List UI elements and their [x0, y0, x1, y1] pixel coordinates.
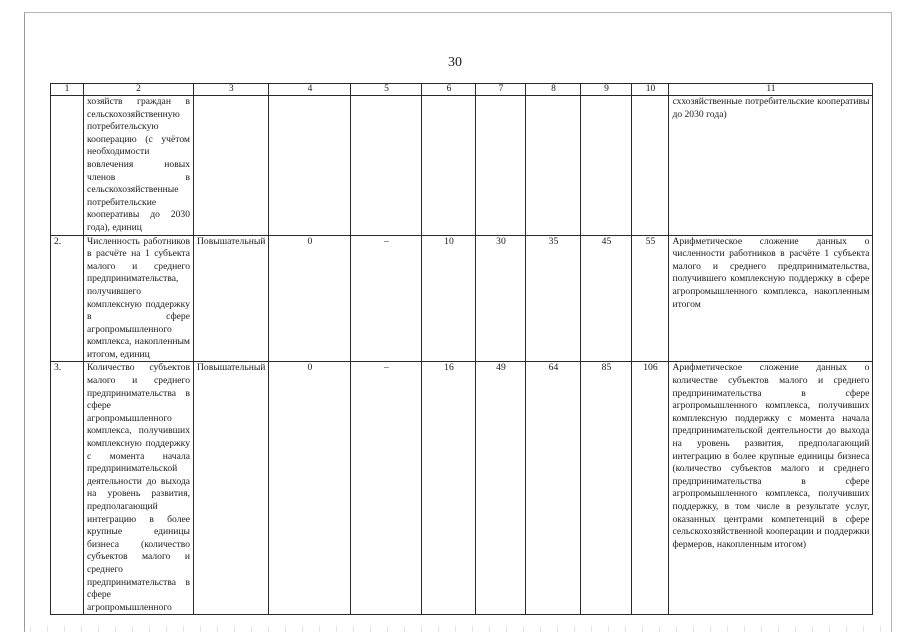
column-number: 6	[422, 84, 476, 96]
indicator-name: Численность работников в расчёте на 1 субъекта малого и среднего предпринимательства, получившего комплексную поддержку в сфере агропромышленного комплекса, накопленным итогом, единиц	[84, 235, 194, 362]
row-number	[51, 96, 84, 236]
value-col5: –	[351, 362, 422, 615]
value-col10	[632, 96, 669, 236]
table-row	[51, 362, 873, 615]
value-col9: 45	[581, 235, 632, 362]
value-col7	[476, 96, 526, 236]
value-col5: –	[351, 235, 422, 362]
value-col10: 55	[632, 235, 669, 362]
column-number-row	[51, 84, 873, 96]
value-col4	[269, 96, 351, 236]
value-col7: 30	[476, 235, 526, 362]
calculation-method: Арифметическое сложение данных о численности работников в расчёте 1 субъекта малого и среднего предпринимательства, получившего комплексную поддержку в сфере агропромышленного комплекса, накопленным итогом	[669, 235, 873, 362]
value-col6	[422, 96, 476, 236]
table-row	[51, 235, 873, 362]
column-number: 4	[269, 84, 351, 96]
table-row	[51, 96, 873, 236]
column-number: 8	[526, 84, 581, 96]
indicator-name: Количество субъектов малого и среднего предпринимательства в сфере агропромышленного комплекса, получивших комплексную поддержку с момента начала предпринимательской деятельности до выхода на уровень развития, предполагающий интеграцию в более крупные единицы бизнеса (количество субъектов малого и среднего предпринимательства в сфере агропромышленного	[84, 362, 194, 615]
value-col4: 0	[269, 362, 351, 615]
column-number: 7	[476, 84, 526, 96]
value-col8: 64	[526, 362, 581, 615]
value-col6: 10	[422, 235, 476, 362]
row-number: 2.	[51, 235, 84, 362]
column-number: 9	[581, 84, 632, 96]
page-number: 30	[448, 55, 462, 70]
indicators-table	[50, 83, 873, 615]
indicator-name: хозяйств граждан в сельскохозяйственную потребительскую кооперацию (с учётом необходимости вовлечения новых членов в сельскохозяйственные потребительские кооперативы до 2030 года), единиц	[84, 96, 194, 236]
column-number: 5	[351, 84, 422, 96]
value-col9: 85	[581, 362, 632, 615]
value-col7: 49	[476, 362, 526, 615]
calculation-method: Арифметическое сложение данных о количестве субъектов малого и среднего предпринимательства в сфере агропромышленного комплекса, получивших комплексную поддержку с момента начала предпринимательской деятельности до выхода на уровень развития, предполагающий интеграцию в более крупные единицы бизнеса (количество субъектов малого и среднего предпринимательства в сфере агропромышленного комплекса, получивших поддержку, в том числе в результате услуг, оказанных центрами компетенций в сфере сельскохозяйственной кооперации и поддержки фермеров, накопленным итогом)	[669, 362, 873, 615]
indicator-type	[194, 96, 269, 236]
column-number: 2	[84, 84, 194, 96]
value-col10: 106	[632, 362, 669, 615]
indicator-type: Повышательный	[194, 362, 269, 615]
value-col5	[351, 96, 422, 236]
value-col8: 35	[526, 235, 581, 362]
calculation-method: сххозяйственные потребительские кооперативы до 2030 года)	[669, 96, 873, 236]
value-col8	[526, 96, 581, 236]
column-number: 11	[669, 84, 873, 96]
value-col9	[581, 96, 632, 236]
row-number: 3.	[51, 362, 84, 615]
column-number: 3	[194, 84, 269, 96]
column-number: 10	[632, 84, 669, 96]
value-col4: 0	[269, 235, 351, 362]
column-number: 1	[51, 84, 84, 96]
scan-artifact	[30, 626, 890, 632]
indicator-type: Повышательный	[194, 235, 269, 362]
value-col6: 16	[422, 362, 476, 615]
